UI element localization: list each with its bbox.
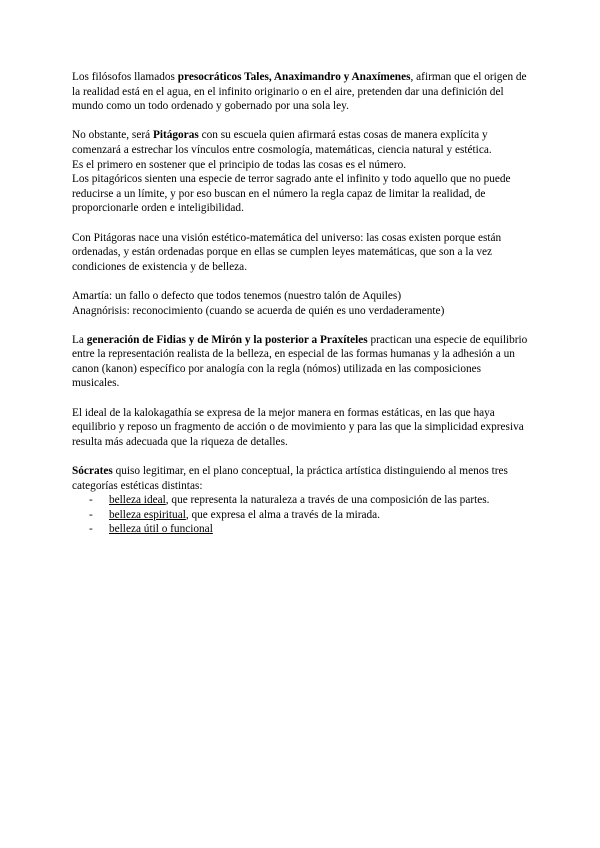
paragraph-definitions xyxy=(72,289,528,318)
text: Los filósofos llamados xyxy=(72,71,178,83)
bold-presocraticos: presocráticos Tales, Anaximandro y Anaxímenes xyxy=(177,71,411,83)
paragraph-pitagoras xyxy=(72,128,528,216)
text: La xyxy=(72,333,87,346)
underlined-term: belleza útil o funcional xyxy=(109,523,213,536)
definition-anagnorisis: Anagnórisis: reconocimiento (cuando se acuerda de quién es uno verdaderamente) xyxy=(72,304,445,317)
line-pitagoras xyxy=(72,128,528,157)
beauty-categories-list xyxy=(72,493,528,537)
text: practican una especie de equilibrio entre la representación realista de la belleza, en especial de las formas humanas y la adhesión a un canon (kanon) específico por analogía con la regla (nómos) utilizada en las composiciones musicales. xyxy=(72,333,528,390)
line-pitagoricos: Los pitagóricos sienten una especie de terror sagrado ante el infinito y todo aquello que no puede reducirse a un límite, y por eso buscan en el número la regla capaz de limitar la realidad, de proporcionarle orden e inteligibilidad. xyxy=(72,173,511,215)
text: , que representa la naturaleza a través de una composición de las partes. xyxy=(165,494,490,507)
bold-socrates: Sócrates xyxy=(72,465,113,478)
bold-fidias: generación de Fidias y de Mirón y la posterior a Praxíteles xyxy=(86,333,368,346)
text: No obstante, será xyxy=(72,129,153,142)
paragraph-kalokagathia: El ideal de la kalokagathía se expresa de la mejor manera en formas estáticas, en las que haya equilibrio y reposo un fragmento de acción o de movimiento y para las que la simplicidad expresiva resulta más adecuada que la riqueza de detalles. xyxy=(72,406,524,448)
underlined-term: belleza espiritual xyxy=(109,508,186,521)
list-item xyxy=(89,508,528,523)
text: , afirman que el origen de la realidad está en el agua, en el infinito originario o en el aire, pretenden dar una definición del mundo como un todo ordenado y gobernado por una sola ley. xyxy=(72,71,527,113)
text: quiso legitimar, en el plano conceptual, la práctica artística distinguiendo al menos tres categorías estéticas distintas: xyxy=(72,465,508,492)
dash-bullet: - xyxy=(89,508,93,521)
list-item xyxy=(89,522,528,537)
paragraph-socrates xyxy=(72,464,528,493)
line-principio: Es el primero en sostener que el principio de todas las cosas es el número. xyxy=(72,158,407,171)
dash-bullet: - xyxy=(89,523,93,536)
section-socrates xyxy=(72,464,528,537)
bold-pitagoras: Pitágoras xyxy=(152,129,199,142)
paragraph-fidias xyxy=(72,333,528,391)
list-item xyxy=(89,493,528,508)
paragraph-vision: Con Pitágoras nace una visión estético-matemática del universo: las cosas existen porque están ordenadas, y están ordenadas porque en ellas se cumplen leyes matemáticas, que son a la vez condiciones de existencia y de belleza. xyxy=(72,231,502,273)
definition-amartia: Amartía: un fallo o defecto que todos tenemos (nuestro talón de Aquiles) xyxy=(72,289,402,302)
underlined-term: belleza ideal xyxy=(109,494,166,507)
paragraph-presocraticos xyxy=(72,70,528,114)
text: con su escuela quien afirmará estas cosas de manera explícita y comenzará a estrechar los vínculos entre cosmología, matemáticas, ciencia natural y estética. xyxy=(72,129,492,156)
dash-bullet: - xyxy=(89,494,93,507)
text: , que expresa el alma a través de la mirada. xyxy=(185,508,381,521)
